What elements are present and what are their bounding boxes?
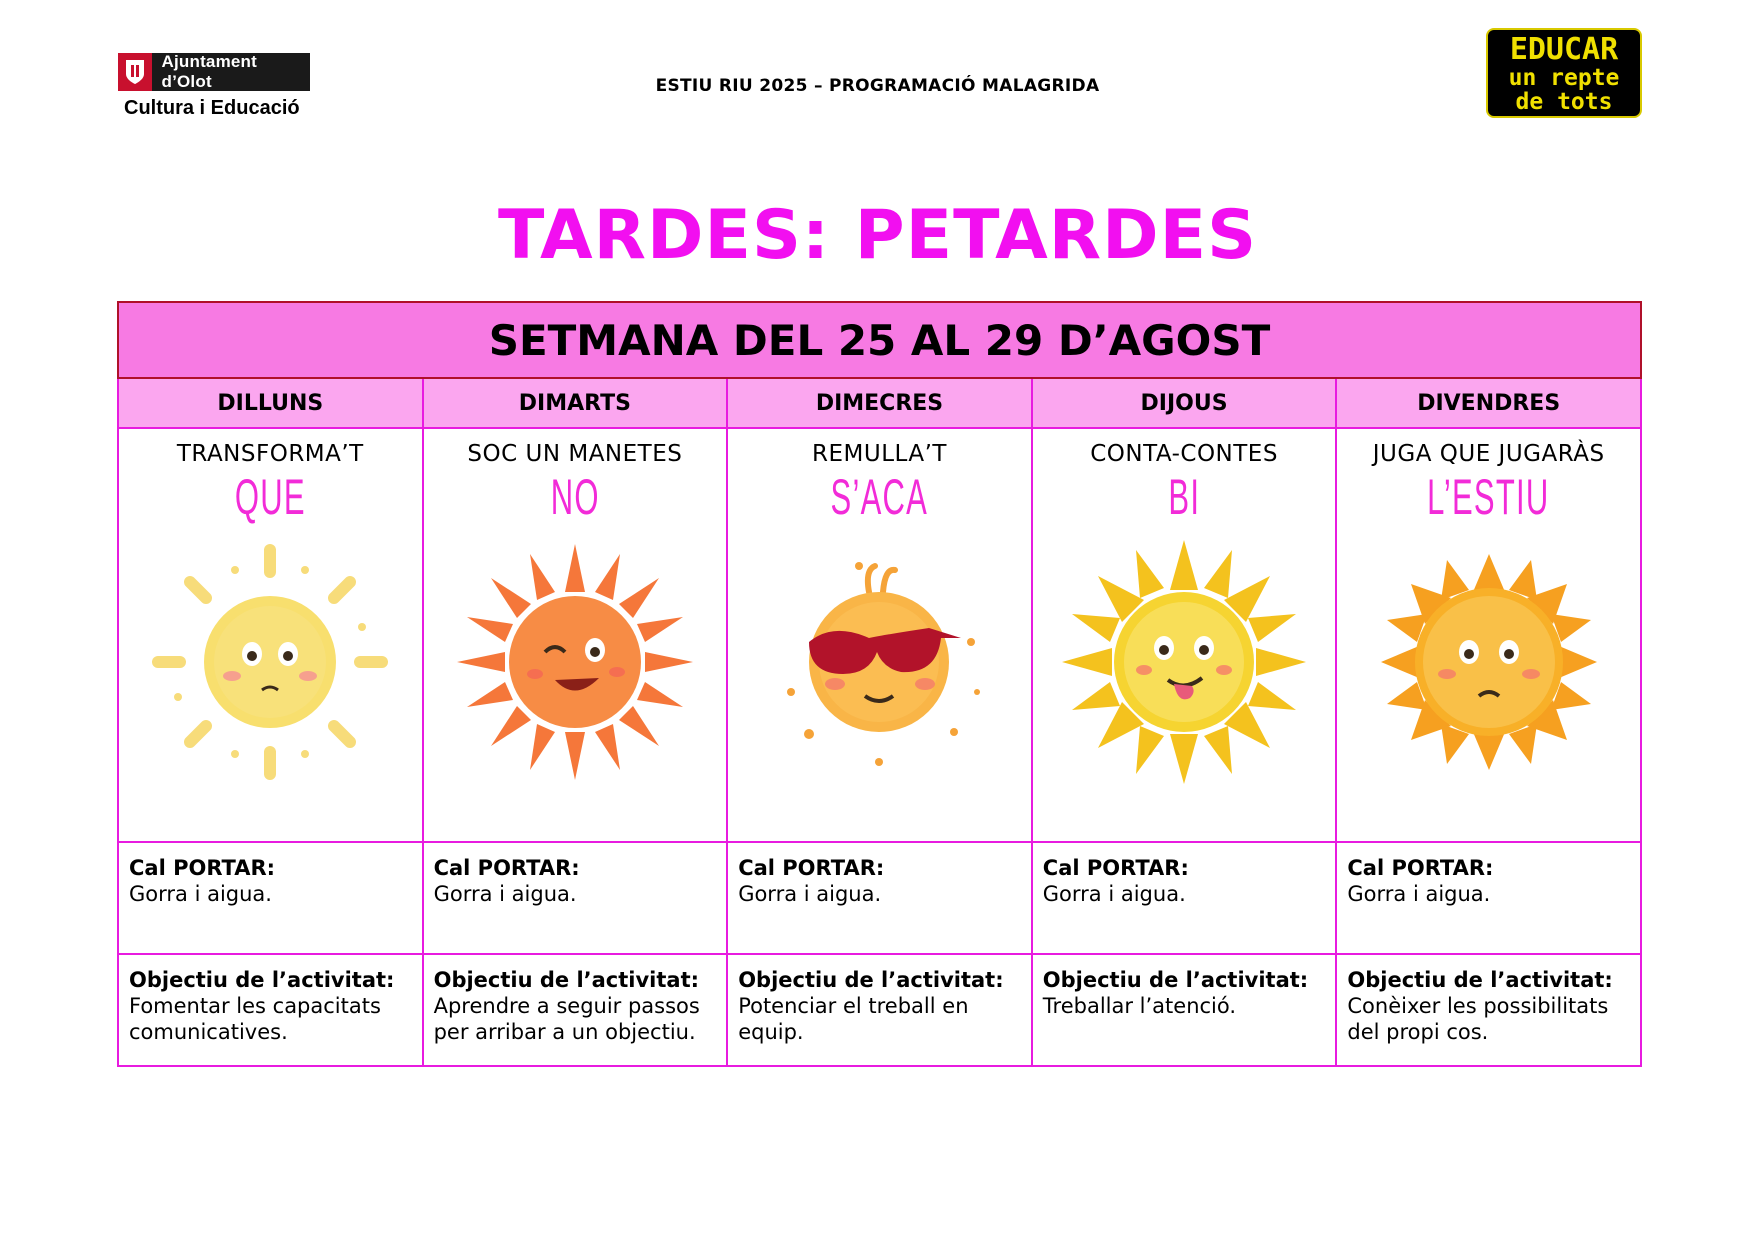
activity-cell — [118, 428, 423, 842]
sun-tongue-icon — [1059, 537, 1309, 787]
activity-cell — [1032, 428, 1337, 842]
day-header: DIVENDRES — [1336, 378, 1641, 428]
objective-cell — [727, 954, 1032, 1066]
objective-cell — [1032, 954, 1337, 1066]
activity-word: QUE — [234, 469, 306, 525]
bring-label: Cal PORTAR: — [738, 856, 885, 880]
objective-text: Potenciar el treball en equip. — [738, 994, 969, 1044]
activity-name: SOC UN MANETES — [467, 441, 683, 467]
sun-winking-icon — [450, 537, 700, 787]
activity-name: JUGA QUE JUGARÀS — [1372, 441, 1605, 467]
day-header: DIMECRES — [727, 378, 1032, 428]
logo-name: Ajuntament d’Olot — [161, 52, 257, 91]
objective-text: Treballar l’atenció. — [1042, 994, 1237, 1018]
bring-cell — [727, 842, 1032, 954]
bring-label: Cal PORTAR: — [1042, 856, 1189, 880]
objective-text: Fomentar les capacitats comunicatives. — [129, 994, 381, 1044]
objective-cell — [1336, 954, 1641, 1066]
bring-label: Cal PORTAR: — [433, 856, 580, 880]
objective-label: Objectiu de l’activitat: — [1347, 968, 1613, 992]
day-header: DIJOUS — [1032, 378, 1337, 428]
page-title: TARDES: PETARDES — [497, 196, 1258, 275]
activity-name: REMULLA’T — [812, 441, 947, 467]
activity-name: TRANSFORMA’T — [176, 441, 364, 467]
objective-label: Objectiu de l’activitat: — [433, 968, 700, 992]
bring-text: Gorra i aigua. — [129, 882, 272, 906]
bring-cell — [1032, 842, 1337, 954]
objective-label: Objectiu de l’activitat: — [738, 968, 1004, 992]
bring-text: Gorra i aigua. — [1347, 882, 1491, 906]
activity-word: S’ACA — [830, 469, 929, 525]
bring-text: Gorra i aigua. — [433, 882, 577, 906]
educar-line-1: EDUCAR — [1509, 32, 1619, 67]
activity-name: CONTA-CONTES — [1090, 441, 1278, 467]
objective-cell — [423, 954, 728, 1066]
activity-word: BI — [1168, 469, 1200, 525]
educar-line-3: de tots — [1515, 89, 1613, 115]
bring-label: Cal PORTAR: — [129, 856, 276, 880]
week-heading: SETMANA DEL 25 AL 29 D’AGOST — [118, 302, 1641, 378]
sun-rays-icon — [145, 537, 395, 787]
schedule-table — [117, 301, 1642, 1067]
sun-orange-icon — [1364, 537, 1614, 787]
logo-subtitle: Cultura i Educació — [124, 97, 300, 119]
activity-cell — [1336, 428, 1641, 842]
sun-sunglasses-icon — [754, 537, 1004, 787]
objective-label: Objectiu de l’activitat: — [129, 968, 395, 992]
day-header: DIMARTS — [423, 378, 728, 428]
activity-word: NO — [550, 469, 600, 525]
objective-text: Aprendre a seguir passos per arribar a un objectiu. — [433, 994, 700, 1044]
bring-text: Gorra i aigua. — [738, 882, 882, 906]
objective-text: Conèixer les possibilitats del propi cos. — [1347, 994, 1609, 1044]
bring-label: Cal PORTAR: — [1347, 856, 1494, 880]
activity-cell — [423, 428, 728, 842]
day-header: DILLUNS — [118, 378, 423, 428]
educar-logo — [1486, 28, 1642, 118]
bring-cell — [423, 842, 728, 954]
bring-text: Gorra i aigua. — [1042, 882, 1186, 906]
objective-cell — [118, 954, 423, 1066]
activity-word: L’ESTIU — [1427, 469, 1550, 525]
bring-cell — [118, 842, 423, 954]
objective-label: Objectiu de l’activitat: — [1042, 968, 1309, 992]
educar-line-2: un repte — [1508, 65, 1620, 91]
bring-cell — [1336, 842, 1641, 954]
activity-cell — [727, 428, 1032, 842]
header-title: ESTIU RIU 2025 – PROGRAMACIÓ MALAGRIDA — [655, 76, 1100, 96]
